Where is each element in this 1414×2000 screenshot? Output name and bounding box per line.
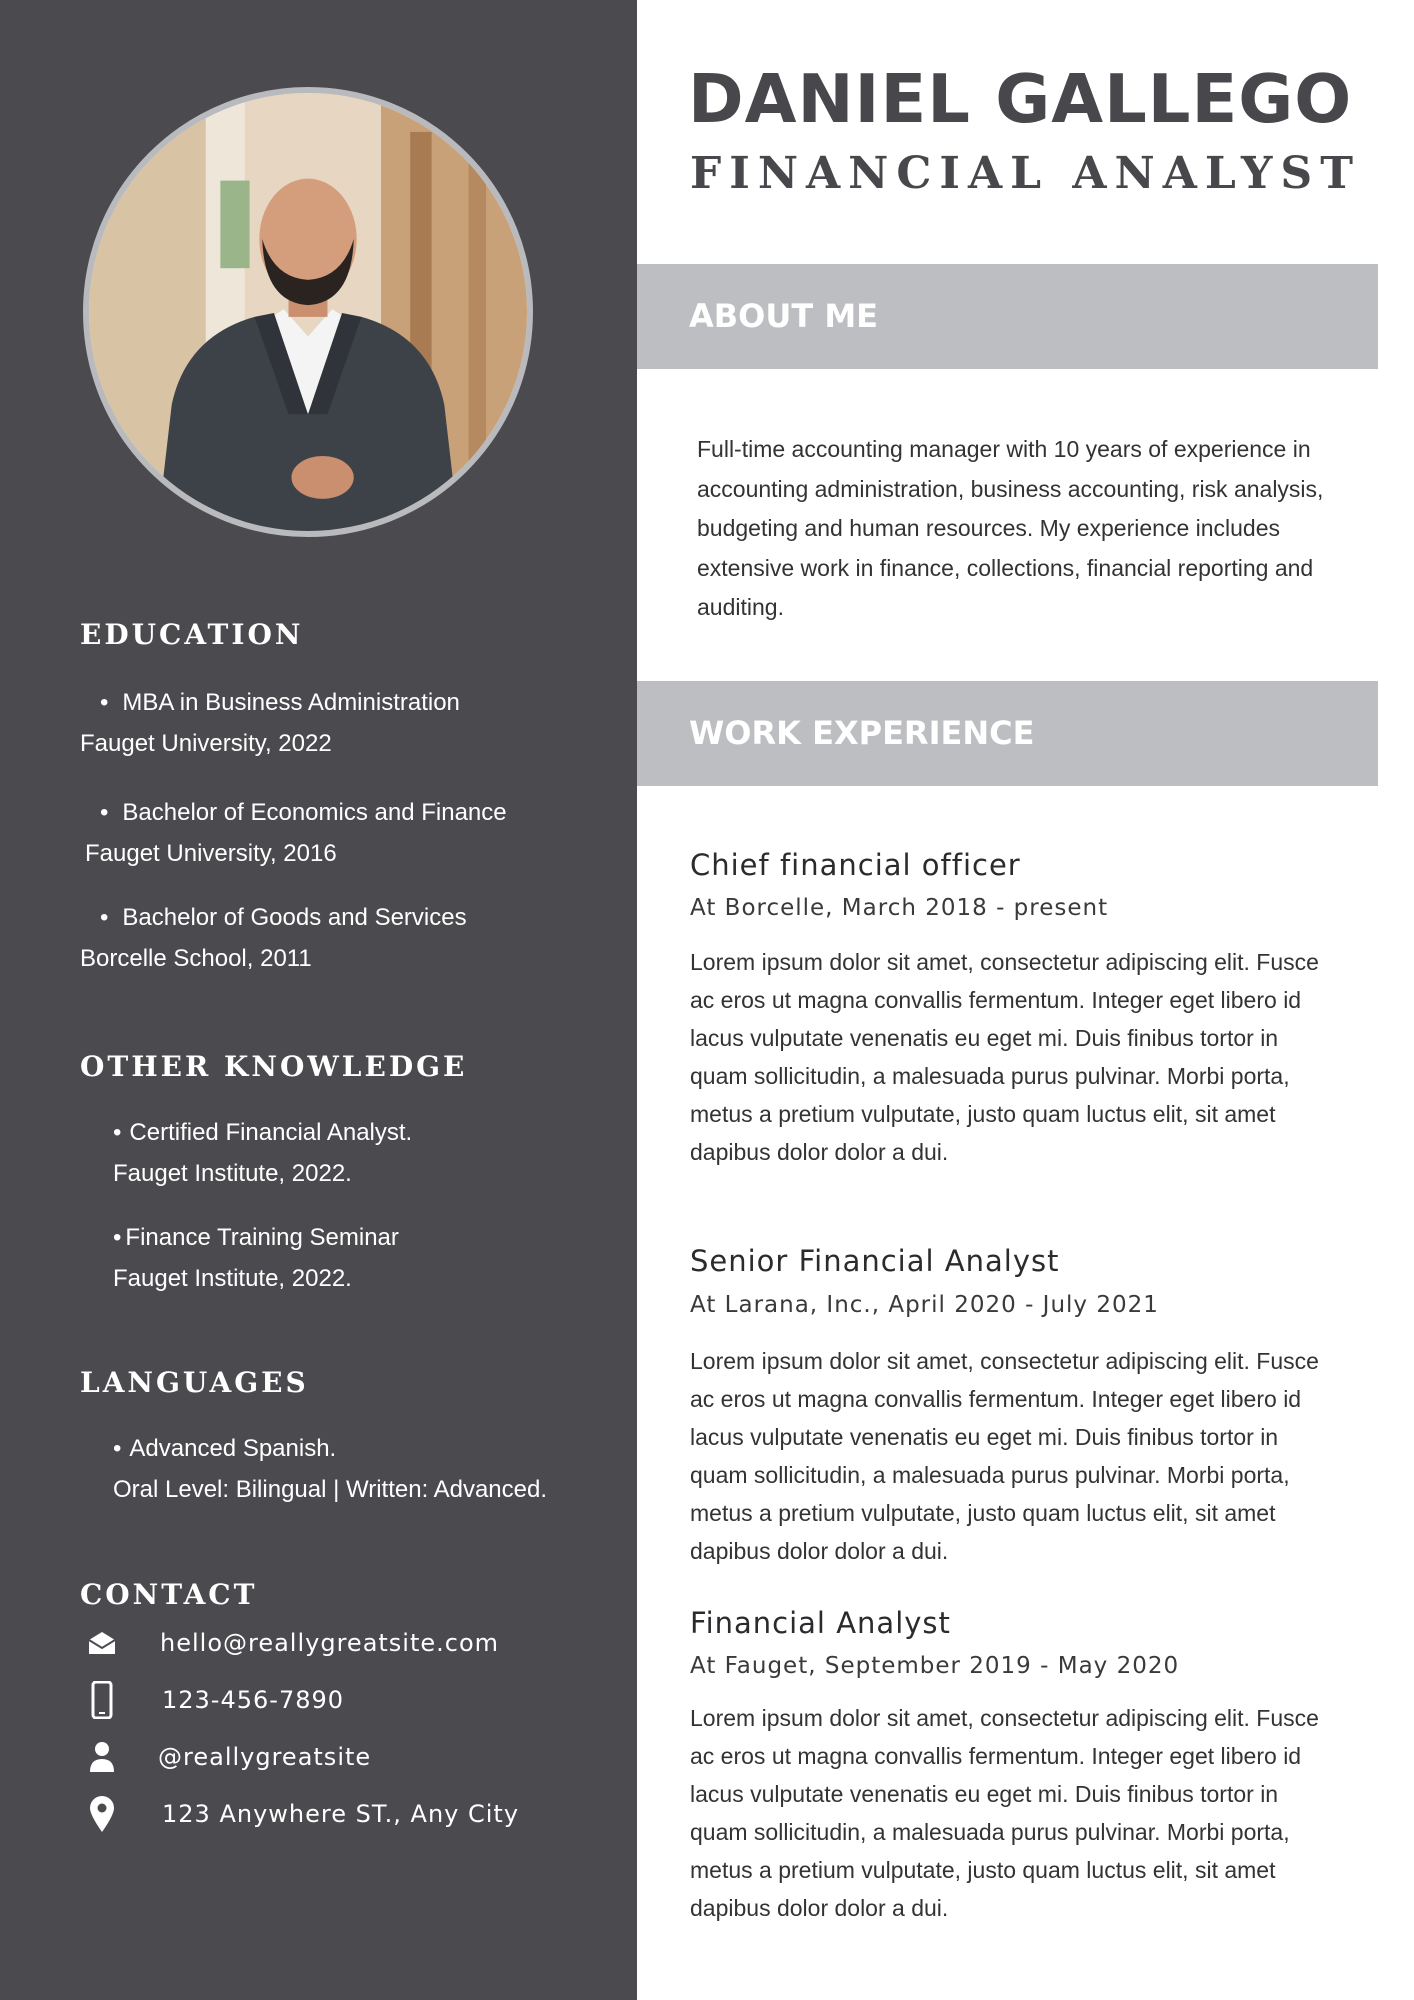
about-text: Full-time accounting manager with 10 years of experience in accounting administration, business accounting, risk analysis, budgeting and human resources. My experience includes extensive work in finance, collections, financial reporting and auditing.	[697, 436, 1324, 620]
education-degree: Bachelor of Economics and Finance	[122, 799, 507, 826]
contact-heading: CONTACT	[80, 1578, 258, 1611]
contact-email[interactable]: hello@reallygreatsite.com	[80, 1621, 499, 1665]
language-detail: Oral Level: Bilingual | Written: Advanced.	[113, 1476, 548, 1503]
job-description: Lorem ipsum dolor sit amet, consectetur adipiscing elit. Fusce ac eros ut magna convallis fermentum. Integer eget libero id lacus vulputate venenatis eu eget mi. Duis finibus tortor in quam sollicitudin, a malesuada purus pulvinar. Morbi porta, metus a pretium vulputate, justo quam luctus elit, sit amet dapibus dolor dolor a dui.	[690, 1705, 1319, 1921]
language-title: Advanced Spanish.	[129, 1435, 337, 1462]
profile-photo	[83, 87, 533, 537]
about-heading-band	[637, 264, 1378, 369]
education-degree: Bachelor of Goods and Services	[122, 904, 467, 931]
job-title: Financial Analyst	[690, 1606, 951, 1640]
contact-phone[interactable]: 123-456-7890	[80, 1678, 344, 1722]
knowledge-heading: OTHER KNOWLEDGE	[80, 1050, 468, 1083]
bullet-icon: •	[100, 904, 109, 931]
education-item	[85, 792, 507, 874]
contact-address[interactable]: 123 Anywhere ST., Any City	[80, 1792, 519, 1836]
languages-heading: LANGUAGES	[80, 1366, 309, 1399]
job-entry	[690, 1244, 1370, 1570]
education-heading: EDUCATION	[80, 618, 304, 651]
education-item	[80, 682, 460, 764]
bullet-icon: •	[100, 689, 109, 716]
education-school: Fauget University, 2022	[80, 730, 332, 757]
job-entry	[690, 1606, 1370, 1927]
bullet-icon: •	[113, 1119, 122, 1146]
knowledge-detail: Fauget Institute, 2022.	[113, 1160, 352, 1187]
job-subtitle: At Larana, Inc., April 2020 - July 2021	[690, 1292, 1159, 1318]
bullet-icon: •	[100, 799, 109, 826]
education-degree: MBA in Business Administration	[122, 689, 460, 716]
sidebar	[0, 0, 637, 2000]
job-title: Senior Financial Analyst	[690, 1244, 1060, 1278]
job-title: Chief financial officer	[690, 848, 1021, 882]
user-icon	[80, 1735, 124, 1779]
portrait-image	[89, 93, 527, 531]
job-role: FINANCIAL ANALYST	[690, 148, 1361, 199]
knowledge-item	[113, 1112, 412, 1194]
job-description: Lorem ipsum dolor sit amet, consectetur adipiscing elit. Fusce ac eros ut magna convallis fermentum. Integer eget libero id lacus vulputate venenatis eu eget mi. Duis finibus tortor in quam sollicitudin, a malesuada purus pulvinar. Morbi porta, metus a pretium vulputate, justo quam luctus elit, sit amet dapibus dolor dolor a dui.	[690, 949, 1319, 1165]
knowledge-title: Certified Financial Analyst.	[129, 1119, 413, 1146]
envelope-icon	[80, 1621, 124, 1665]
knowledge-detail: Fauget Institute, 2022.	[113, 1265, 352, 1292]
languages-section	[80, 1366, 620, 1506]
phone-icon	[80, 1678, 124, 1722]
education-school: Borcelle School, 2011	[80, 945, 312, 972]
knowledge-section	[80, 1050, 600, 1300]
knowledge-item	[113, 1217, 399, 1299]
education-school: Fauget University, 2016	[85, 840, 337, 867]
knowledge-title: Finance Training Seminar	[125, 1224, 399, 1251]
language-item	[113, 1428, 547, 1510]
job-subtitle: At Borcelle, March 2018 - present	[690, 895, 1109, 921]
about-heading: ABOUT ME	[689, 297, 879, 335]
job-description: Lorem ipsum dolor sit amet, consectetur adipiscing elit. Fusce ac eros ut magna convallis fermentum. Integer eget libero id lacus vulputate venenatis eu eget mi. Duis finibus tortor in quam sollicitudin, a malesuada purus pulvinar. Morbi porta, metus a pretium vulputate, justo quam luctus elit, sit amet dapibus dolor dolor a dui.	[690, 1348, 1319, 1564]
contact-social[interactable]: @reallygreatsite	[80, 1735, 371, 1779]
experience-heading: WORK EXPERIENCE	[689, 714, 1035, 752]
education-section	[80, 618, 600, 978]
experience-heading-band	[637, 681, 1378, 786]
education-item	[80, 897, 467, 979]
map-pin-icon	[80, 1792, 124, 1836]
bullet-icon: •	[113, 1435, 122, 1462]
job-entry	[690, 848, 1370, 1171]
contact-section	[80, 1578, 620, 1848]
job-subtitle: At Fauget, September 2019 - May 2020	[690, 1653, 1180, 1679]
person-name: DANIEL GALLEGO	[688, 60, 1353, 138]
bullet-icon: •	[113, 1224, 122, 1251]
